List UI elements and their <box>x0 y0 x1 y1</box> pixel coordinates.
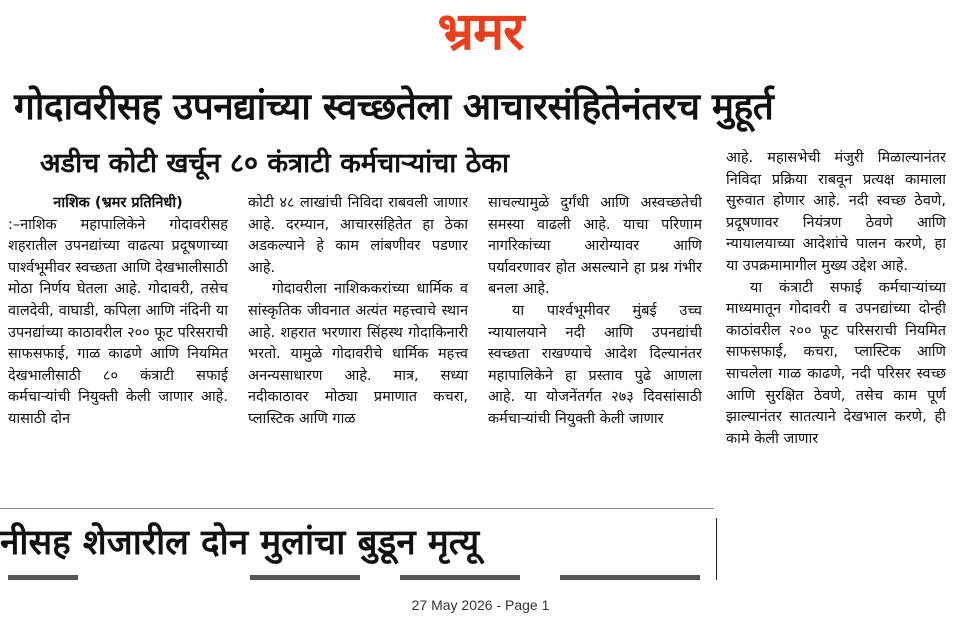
article-column-3 <box>488 193 702 503</box>
byline: नाशिक (भ्रमर प्रतिनिधी) <box>53 195 183 211</box>
column-4-paragraph-1: आहे. महासभेची मंजुरी मिळाल्यानंतर निविदा प्रक्रिया राबवून प्रत्यक्ष कामाला सुरुवात होणार आहे. नदी स्वच्छ ठेवणे, प्रदूषणावर नियंत्रण ठेवणे आणि न्यायालयाच्या आदेशांचे पालन करणे, हा या उपक्रमामागील मुख्य उद्देश आहे. <box>726 150 946 274</box>
column-2-paragraph-1: कोटी ४८ लाखांची निविदा राबवली जाणार आहे. दरम्यान, आचारसंहितेत हा ठेका अडकल्याने हे काम लांबणीवर पडणार आहे. <box>248 195 468 276</box>
column-3-paragraph-2: या पार्श्वभूमीवर मुंबई उच्च न्यायालयाने नदी आणि उपनद्यांची स्वच्छता राखण्याचे आदेश दिल्यानंतर महापालिकेने हा प्रस्ताव पुढे आणला आहे. या योजनेंतर्गत २७३ दिवसांसाठी कर्मचाऱ्यांची नियुक्ती केली जाणार <box>488 302 702 427</box>
article-column-4 <box>726 148 946 580</box>
article-column-1 <box>8 193 228 503</box>
second-article-headline: नीसह शेजारील दोन मुलांचा बुडून मृत्यू <box>0 523 480 563</box>
article-column-2 <box>248 193 468 503</box>
column-3-paragraph-1: साचल्यामुळे दुर्गंधी आणि अस्वच्छतेची समस्या वाढली आहे. याचा परिणाम नागरिकांच्या आरोग्यावर आणि पर्यावरणावर होत असल्याने हा प्रश्न गंभीर बनला आहे. <box>488 195 702 298</box>
column-1-text: :–नाशिक महापालिकेने गोदावरीसह शहरातील उपनद्यांच्या वाढत्या प्रदूषणाच्या पार्श्वभूमीवर स्वच्छता आणि देखभालीसाठी मोठा निर्णय घेतला आहे. गोदावरी, तसेच वालदेवी, वाघाडी, कपिला आणि नंदिनी या उपनद्यांच्या काठावरील २०० फूट परिसराची साफसफाई, गाळ काढणे आणि नियमित देखभालीसाठी ८० कंत्राटी सफाई कर्मचाऱ्यांची नियुक्ती केली जाणार आहे. यासाठी दोन <box>8 216 228 427</box>
main-headline: गोदावरीसह उपनद्यांच्या स्वच्छतेला आचारसंहितेनंतरच मुहूर्त <box>14 85 774 128</box>
column-4-paragraph-2: या कंत्राटी सफाई कर्मचाऱ्यांच्या माध्यमातून गोदावरी व उपनद्यांच्या दोन्ही काठांवरील २०० फूट परिसराची नियमित साफसफाई, कचरा, प्लास्टिक आणि साचलेला गाळ काढणे, नदी परिसर स्वच्छ आणि सुरक्षित ठेवणे, तसेच काम पूर्ण झाल्यानंतर सातत्याने देखभाल करणे, ही कामे केली जाणार <box>726 279 946 447</box>
masthead-logo: भ्रमर <box>437 1 524 62</box>
cropped-text-line <box>0 572 712 580</box>
sub-headline: अडीच कोटी खर्चून ८० कंत्राटी कर्मचाऱ्यांचा ठेका <box>40 148 510 179</box>
newspaper-masthead <box>0 0 961 70</box>
section-divider <box>0 508 714 509</box>
column-divider <box>716 518 717 580</box>
column-2-paragraph-2: गोदावरीला नाशिककरांच्या धार्मिक व सांस्कृतिक जीवनात अत्यंत महत्त्वाचे स्थान आहे. शहरात भरणारा सिंहस्थ गोदाकिनारी भरतो. यामुळे गोदावरीचे धार्मिक महत्त्व अनन्यसाधारण आहे. मात्र, सध्या नदीकाठावर मोठ्या प्रमाणात कचरा, प्लास्टिक आणि गाळ <box>248 281 468 427</box>
page-footer: 27 May 2026 - Page 1 <box>411 597 550 613</box>
